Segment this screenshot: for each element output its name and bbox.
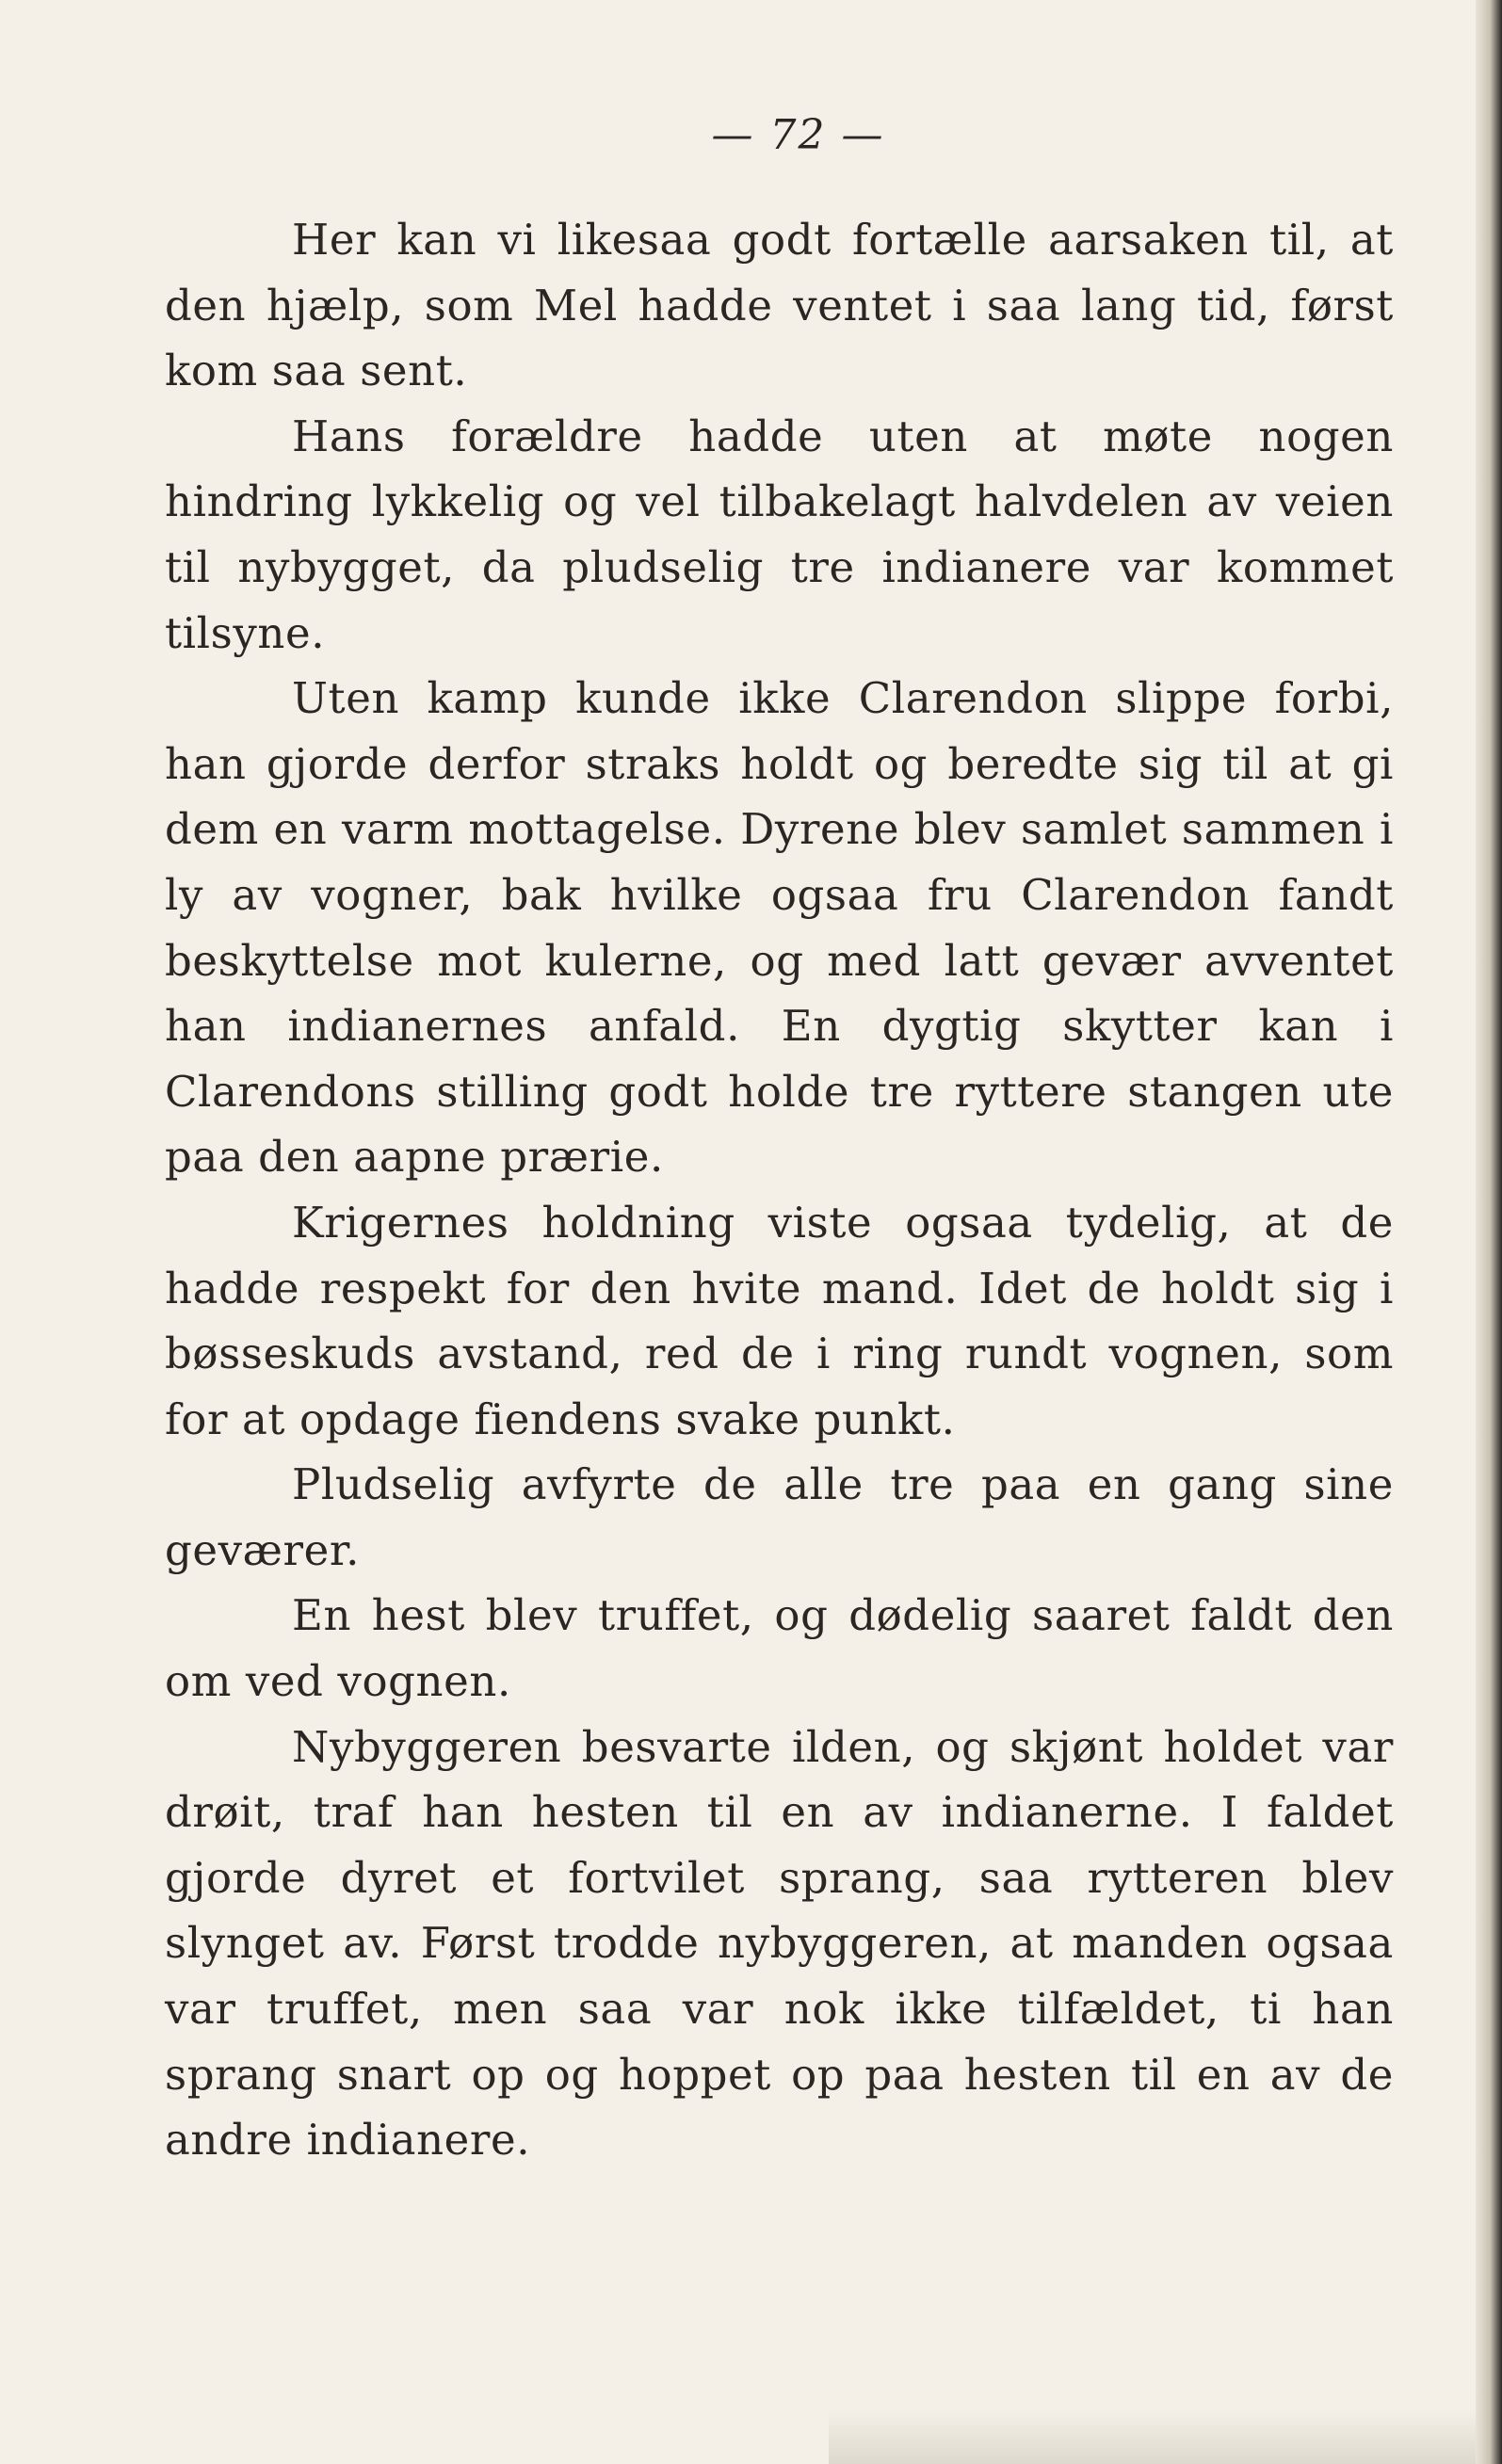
- paragraph: En hest blev truffet, og dødelig saaret faldt den om ved vognen.: [165, 1590, 1394, 1707]
- paragraph: Nybyggeren besvarte ilden, og skjønt holdet var drøit, traf han hesten til en av indianerne. I faldet gjorde dyret et fortvilet sprang, saa rytteren blev slynget av. Først trodde nybyggeren, at manden ogsaa var truffet, men saa var nok ikke tilfældet, ti han sprang snart op og hoppet op paa hesten til en av de andre indianere.: [165, 1721, 1394, 2166]
- page-fold-shadow: [829, 2410, 1478, 2464]
- page-body-text: [165, 207, 1394, 2173]
- paragraph: Hans forældre hadde uten at møte nogen hindring lykkelig og vel tilbakelagt halvdelen av veien til nybygget, da pludselig tre indianere var kommet tilsyne.: [165, 411, 1394, 658]
- paragraph: Pludselig avfyrte de alle tre paa en gang sine geværer.: [165, 1459, 1394, 1575]
- paragraph: Her kan vi likesaa godt fortælle aarsaken til, at den hjælp, som Mel hadde ventet i saa lang tid, først kom saa sent.: [165, 215, 1394, 396]
- paragraph: Krigernes holdning viste ogsaa tydelig, at de hadde respekt for den hvite mand. Idet de holdt sig i bøsseskuds avstand, red de i ring rundt vognen, som for at opdage fiendens svake punkt.: [165, 1197, 1394, 1444]
- page-binding-edge: [1476, 0, 1502, 2464]
- page-number: — 72 —: [711, 111, 885, 159]
- paragraph: Uten kamp kunde ikke Clarendon slippe forbi, han gjorde derfor straks holdt og beredte sig til at gi dem en varm mottagelse. Dyrene blev samlet sammen i ly av vogner, bak hvilke ogsaa fru Clarendon fandt beskyttelse mot kulerne, og med latt gevær avventet han indianernes anfald. En dygtig skytter kan i Clarendons stilling godt holde tre ryttere stangen ute paa den aapne prærie.: [165, 673, 1394, 1183]
